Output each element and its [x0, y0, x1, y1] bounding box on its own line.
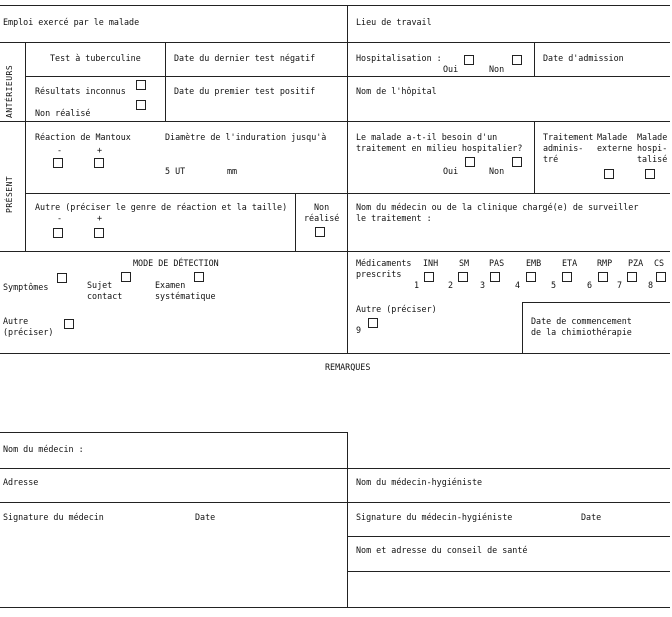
mantoux-minus-checkbox[interactable]: [53, 158, 63, 168]
autre-detection-checkbox[interactable]: [64, 319, 74, 329]
autre-plus-checkbox[interactable]: [94, 228, 104, 238]
malade-hosp-line2: hospi-: [637, 143, 668, 153]
drug-number-2: 2: [448, 280, 454, 290]
drug-sm: SM: [459, 258, 470, 268]
rule-date-debut-top: [522, 302, 670, 303]
rule-detection-end: [0, 353, 670, 354]
drug-eta: ETA: [562, 258, 578, 268]
rule-bottom-6: [0, 607, 670, 608]
nom-hygieniste-label: Nom du médecin-hygiéniste: [356, 477, 483, 487]
traitement-line3: tré: [543, 154, 559, 164]
autre-plus-label: +: [97, 213, 103, 223]
anterieurs-side-label: ANTÉRIEURS: [5, 64, 14, 118]
present-side-label: PRÉSENT: [5, 175, 14, 213]
rule-bottom-center: [347, 432, 348, 607]
drug-pas-checkbox[interactable]: [490, 272, 500, 282]
rule-traitement-vertical: [534, 121, 535, 193]
drug-rmp: RMP: [597, 258, 613, 268]
rule-top-1: [0, 5, 670, 6]
malade-hosp-line3: talisé: [637, 154, 668, 164]
besoin-oui-label: Oui: [443, 166, 459, 176]
date-admission-label: Date d'admission: [543, 53, 624, 63]
drug-pza-checkbox[interactable]: [627, 272, 637, 282]
drug-pza: PZA: [628, 258, 644, 268]
examen-line1: Examen: [155, 280, 186, 290]
autre-minus-checkbox[interactable]: [53, 228, 63, 238]
test-tuberculine-label: Test à tuberculine: [50, 53, 141, 63]
autre-medicament-label: Autre (préciser): [356, 304, 437, 314]
drug-number-1: 1: [414, 280, 420, 290]
mantoux-plus-label: +: [97, 145, 103, 155]
drug-number-7: 7: [617, 280, 623, 290]
dernier-test-label: Date du dernier test négatif: [174, 53, 316, 63]
ut-label: 5 UT: [165, 166, 186, 176]
rule-bottom-4: [347, 536, 670, 537]
besoin-oui-checkbox[interactable]: [465, 157, 475, 167]
autre-minus-label: -: [57, 213, 63, 223]
drug-pas: PAS: [489, 258, 505, 268]
besoin-non-checkbox[interactable]: [512, 157, 522, 167]
autre-medicament-number: 9: [356, 325, 362, 335]
detection-title: MODE DE DÉTECTION: [133, 258, 219, 268]
non-realise2-checkbox[interactable]: [315, 227, 325, 237]
resultats-inconnus-label: Résultats inconnus: [35, 86, 126, 96]
besoin-line1: Le malade a-t-il besoin d'un: [356, 132, 498, 142]
drug-eta-checkbox[interactable]: [562, 272, 572, 282]
drug-inh: INH: [423, 258, 439, 268]
medecin-surveillance-line1: Nom du médecin ou de la clinique chargé(e) de surveiller: [356, 202, 639, 212]
drug-inh-checkbox[interactable]: [424, 272, 434, 282]
hospitalisation-non-checkbox[interactable]: [512, 55, 522, 65]
non-realise2-line1: Non: [314, 202, 330, 212]
signature-medecin-label: Signature du médecin: [3, 512, 104, 522]
sujet-contact-line2: contact: [87, 291, 123, 301]
rule-top-2: [0, 42, 670, 43]
drug-cs-checkbox[interactable]: [656, 272, 666, 282]
drug-number-6: 6: [587, 280, 593, 290]
nom-medecin-label: Nom du médecin :: [3, 444, 84, 454]
rule-admission-vertical: [534, 42, 535, 76]
drug-cs: CS: [654, 258, 665, 268]
medecin-surveillance-line2: le traitement :: [356, 213, 432, 223]
date-medecin-label: Date: [195, 512, 216, 522]
adresse-label: Adresse: [3, 477, 39, 487]
drug-emb: EMB: [526, 258, 542, 268]
signature-hygieniste-label: Signature du médecin-hygiéniste: [356, 512, 513, 522]
hospitalisation-oui-label: Oui: [443, 64, 459, 74]
remarques-label: REMARQUES: [325, 362, 371, 372]
non-realise2-line2: réalisé: [304, 213, 340, 223]
drug-emb-checkbox[interactable]: [526, 272, 536, 282]
examen-checkbox[interactable]: [194, 272, 204, 282]
rule-bottom-2: [0, 468, 670, 469]
nom-hopital-label: Nom de l'hôpital: [356, 86, 437, 96]
rule-bottom-3: [0, 502, 670, 503]
drug-rmp-checkbox[interactable]: [598, 272, 608, 282]
besoin-non-label: Non: [489, 166, 505, 176]
rule-anterieurs-end: [0, 121, 670, 122]
date-debut-line1: Date de commencement: [531, 316, 632, 326]
autre-medicament-checkbox[interactable]: [368, 318, 378, 328]
mantoux-plus-checkbox[interactable]: [94, 158, 104, 168]
drug-number-8: 8: [648, 280, 654, 290]
reaction-mantoux-label: Réaction de Mantoux: [35, 132, 131, 142]
autre-detection-line2: (préciser): [3, 327, 54, 337]
drug-number-5: 5: [551, 280, 557, 290]
diametre-label: Diamètre de l'induration jusqu'à: [165, 132, 327, 142]
drug-number-3: 3: [480, 280, 486, 290]
rule-tuberculine-vertical: [165, 42, 166, 121]
malade-externe-line1: Malade: [597, 132, 628, 142]
rule-center-vertical: [347, 5, 348, 353]
examen-line2: systématique: [155, 291, 216, 301]
traitement-line1: Traitement: [543, 132, 594, 142]
rule-date-debut-vertical: [522, 302, 523, 353]
malade-externe-checkbox[interactable]: [604, 169, 614, 179]
hospitalisation-label: Hospitalisation :: [356, 53, 442, 63]
rule-nonrealise-vertical: [295, 193, 296, 251]
mantoux-minus-label: -: [57, 145, 63, 155]
sujet-contact-checkbox[interactable]: [121, 272, 131, 282]
date-hygieniste-label: Date: [581, 512, 602, 522]
non-realise-checkbox[interactable]: [136, 100, 146, 110]
emploi-label: Emploi exercé par le malade: [3, 17, 140, 27]
medicaments-line2: prescrits: [356, 269, 402, 279]
symptomes-label: Symptômes: [3, 282, 49, 292]
date-debut-line2: de la chimiothérapie: [531, 327, 632, 337]
autre-reaction-label: Autre (préciser le genre de réaction et la taille): [35, 202, 288, 212]
resultats-inconnus-checkbox[interactable]: [136, 80, 146, 90]
autre-detection-line1: Autre: [3, 316, 29, 326]
hospitalisation-oui-checkbox[interactable]: [464, 55, 474, 65]
traitement-line2: adminis-: [543, 143, 584, 153]
rule-side-vertical: [25, 42, 26, 251]
malade-hosp-line1: Malade: [637, 132, 668, 142]
rule-bottom-1: [0, 432, 347, 433]
non-realise-label: Non réalisé: [35, 108, 91, 118]
symptomes-checkbox[interactable]: [57, 273, 67, 283]
rule-present-end: [0, 251, 670, 252]
medicaments-line1: Médicaments: [356, 258, 412, 268]
conseil-sante-label: Nom et adresse du conseil de santé: [356, 545, 528, 555]
drug-number-4: 4: [515, 280, 521, 290]
malade-hospitalise-checkbox[interactable]: [645, 169, 655, 179]
sujet-contact-line1: Sujet: [87, 280, 113, 290]
mm-label: mm: [227, 166, 238, 176]
premier-test-label: Date du premier test positif: [174, 86, 316, 96]
besoin-line2: traitement en milieu hospitalier?: [356, 143, 523, 153]
rule-bottom-5: [347, 571, 670, 572]
drug-sm-checkbox[interactable]: [458, 272, 468, 282]
lieu-label: Lieu de travail: [356, 17, 432, 27]
hospitalisation-non-label: Non: [489, 64, 505, 74]
malade-externe-line2: externe: [597, 143, 633, 153]
